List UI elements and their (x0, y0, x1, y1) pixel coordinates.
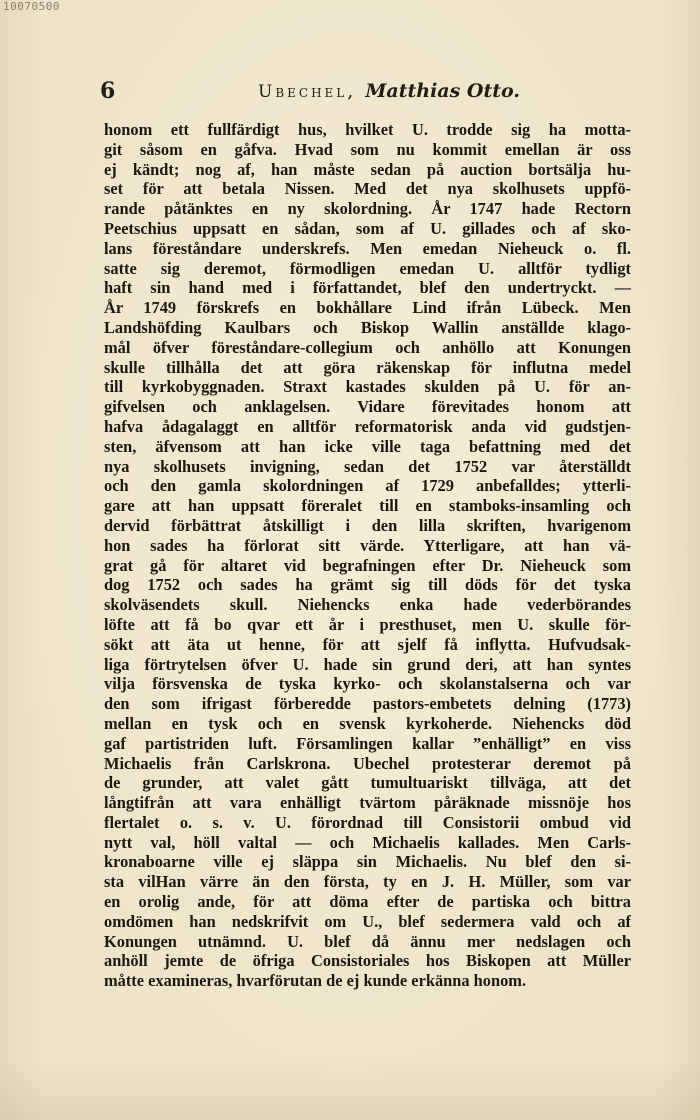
text-line: måtte examineras, hvarförutan de ej kunde erkänna honom. (104, 971, 527, 991)
text-line: de grunder, att valet gått tumultuariskt tillväga, att det (104, 773, 631, 793)
text-line: Landshöfding Kaulbars och Biskop Wallin anställde klago- (104, 317, 631, 337)
text-line: flertalet o. s. v. U. förordnad till Consistorii ombud vid (104, 812, 631, 832)
text-line: Michaelis från Carlskrona. Ubechel protesterar deremot på (104, 753, 631, 773)
running-head-name: Ubechel (258, 82, 348, 102)
running-head-title: Matthias Otto. (365, 80, 520, 102)
text-line: honom ett fullfärdigt hus, hvilket U. trodde sig ha motta- (104, 120, 631, 139)
text-line: kronaboarne ville ej släppa sin Michaelis. Nu blef den si- (104, 852, 631, 872)
text-line: en orolig ande, för att döma efter de partiska och bittra (104, 892, 631, 912)
text-line: grat gå för altaret vid begrafningen efter Dr. Nieheuck som (104, 555, 631, 575)
text-line: sta vilHan värre än den första, ty en J. H. Müller, som var (104, 872, 631, 892)
text-line: Peetschius uppsatt en sådan, som af U. gillades och af sko- (104, 218, 631, 238)
page-header (100, 78, 640, 108)
text-line: rande påtänktes en ny skolordning. År 1747 hade Rectorn (104, 199, 631, 219)
text-line: nya skolhusets invigning, sedan det 1752 var återställdt (104, 456, 631, 476)
text-line: långtifrån att vara enhälligt tvärtom påräknade missnöje hos (104, 793, 631, 813)
text-line: gaf partistriden luft. Församlingen kallar ”enhälligt” en viss (104, 733, 631, 753)
text-line: git såsom en gåfva. Hvad som nu kommit emellan är oss (104, 139, 631, 159)
text-line: satte sig deremot, förmodligen emedan U. alltför tydligt (104, 258, 631, 278)
text-line: sökt att äta ut henne, för att sjelf få inflytta. Hufvudsak- (104, 634, 631, 654)
text-line: gare att han uppsatt föreralet till en stamboks-insamling och (104, 496, 631, 516)
text-line: anhöll jemte de öfriga Consistoriales hos Biskopen att Müller (104, 951, 631, 971)
text-line: och den gamla skolordningen af 1729 anbefalldes; ytterli- (104, 476, 631, 496)
text-line: gifvelsen och anklagelsen. Vidare förevitades honom att (104, 397, 631, 417)
page-number: 6 (100, 78, 116, 104)
text-line: Konungen utnämnd. U. blef då ännu mer nedslagen och (104, 931, 631, 951)
text-line: löfte att få bo qvar ett år i presthuset, men U. skulle för- (104, 614, 631, 634)
text-line: sten, äfvensom att han icke ville taga befattning med det (104, 436, 631, 456)
page-bottom-shade (0, 1060, 700, 1120)
text-line: dog 1752 och sades ha grämt sig till döds för det tyska (104, 575, 631, 595)
text-line: haft sin hand med i författandet, blef den undertryckt. — (104, 278, 631, 298)
text-line: hon sades ha förlorat sitt värde. Ytterligare, att han vä- (104, 535, 631, 555)
text-line: lans föreståndare underskrefs. Men emedan Nieheuck o. fl. (104, 238, 631, 258)
running-head (258, 80, 520, 102)
body-text (104, 120, 631, 991)
text-line: mellan en tysk och en svensk kyrkoherde. Niehencks död (104, 713, 631, 733)
text-line: skulle tillhålla det att göra räkenskap för influtna medel (104, 357, 631, 377)
text-line: set för att betala Nissen. Med det nya skolhusets uppfö- (104, 179, 631, 199)
scan-identifier: 10070500 (3, 0, 60, 13)
text-line: vilja försvenska de tyska kyrko- och skolanstalserna och var (104, 674, 631, 694)
text-line: till kyrkobyggnaden. Straxt kastades skulden på U. för an- (104, 377, 631, 397)
text-line: omdömen han nedskrifvit om U., blef sedermera vald och af (104, 911, 631, 931)
text-line: År 1749 förskrefs en bokhållare Lind ifrån Lübeck. Men (104, 298, 631, 318)
text-line: nytt val, höll valtal — och Michaelis kallades. Men Carls- (104, 832, 631, 852)
text-line: mål öfver föreståndare-collegium och anhöllo att Konungen (104, 337, 631, 357)
text-line: den som ifrigast förberedde pastors-embetets delning (1773) (104, 694, 631, 714)
text-line: skolväsendets skull. Niehencks enka hade vederbörandes (104, 595, 631, 615)
text-line: hafva ådagalaggt en alltför reformatorisk anda vid gudstjen- (104, 416, 631, 436)
text-line: liga förtrytelsen öfver U. hade sin grund deri, att han syntes (104, 654, 631, 674)
text-line: dervid förbättrat åtskilligt i den lilla skriften, hvarigenom (104, 515, 631, 535)
text-line: ej kändt; nog af, han måste sedan på auction bortsälja hu- (104, 159, 631, 179)
running-head-separator: , (347, 80, 354, 102)
